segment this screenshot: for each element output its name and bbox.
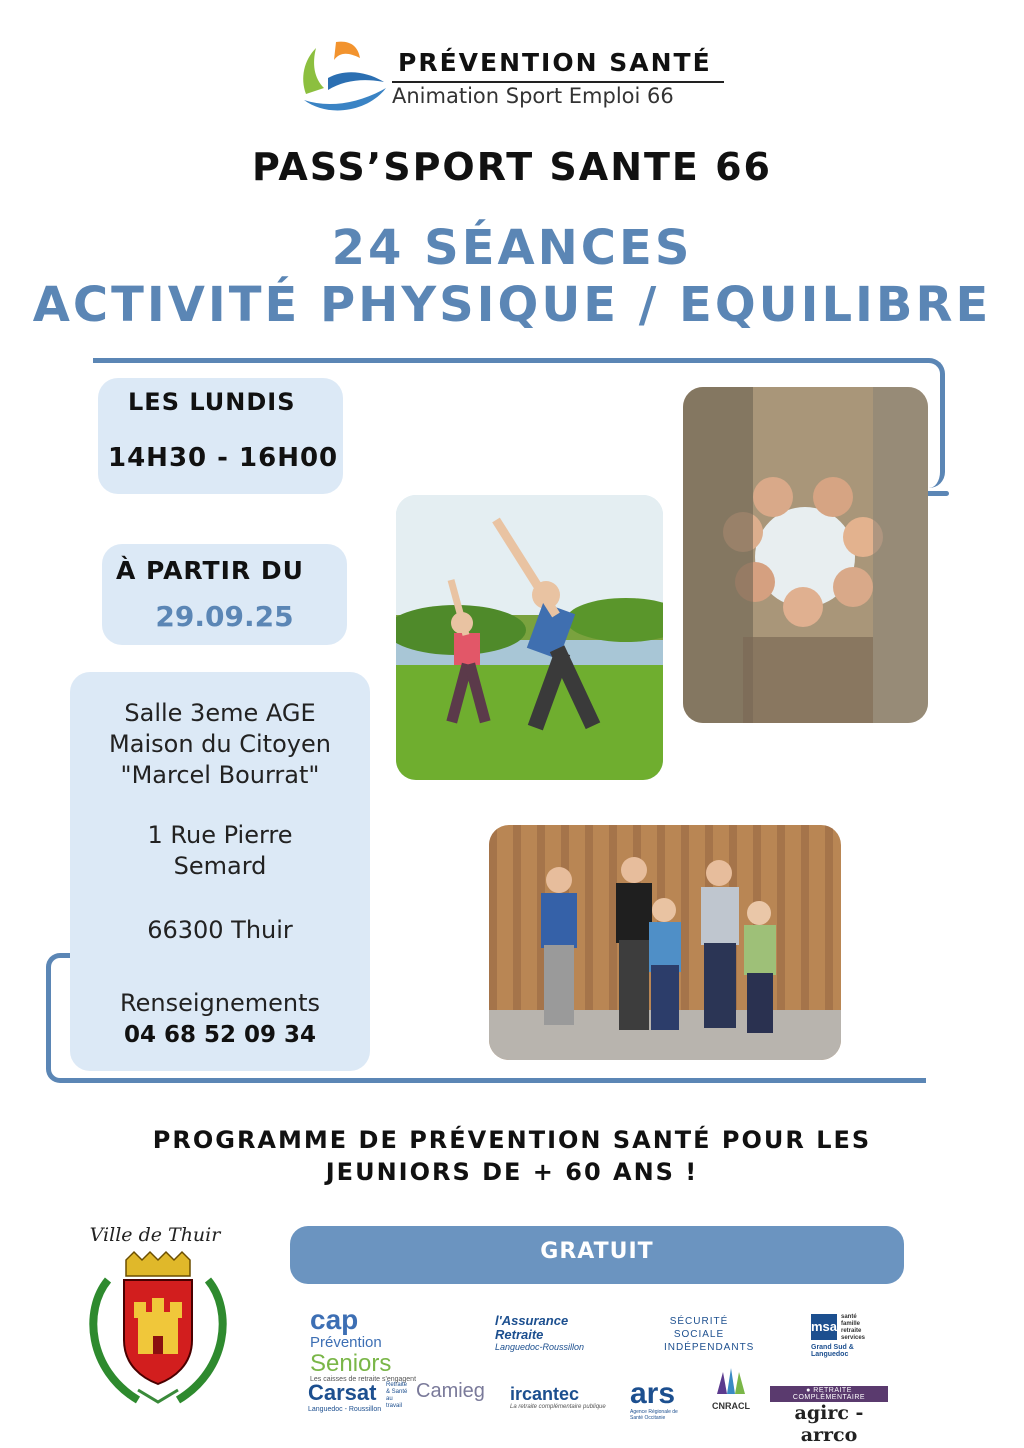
carsat-region: Languedoc - Roussillon: [308, 1406, 382, 1413]
ircantec-tagline: La retraite complémentaire publique: [510, 1404, 606, 1410]
carsat-logo: [308, 1380, 408, 1413]
msa-region: Grand Sud & Languedoc: [811, 1344, 854, 1358]
info-label: Renseignements: [120, 989, 320, 1017]
program-line-2: JEUNIORS DE + 60 ANS !: [325, 1158, 699, 1186]
schedule-day-box: [98, 378, 343, 494]
camieg-logo: Camieg: [416, 1380, 485, 1402]
assurance-retraite-logo: [495, 1314, 610, 1352]
street-line-1: 1 Rue Pierre: [147, 821, 293, 849]
msa-line-4: services: [841, 1335, 866, 1341]
venue-line-3: "Marcel Bourrat": [120, 761, 320, 789]
assurance-retraite-region: Languedoc-Roussillon: [495, 1342, 585, 1352]
secu-line-1: SÉCURITÉ: [669, 1316, 729, 1327]
msa-mark: msa: [811, 1314, 837, 1340]
sessions-heading: 24 SÉANCES: [331, 220, 693, 276]
cnracl-logo: [706, 1366, 756, 1411]
photo-seniors-stretching: [396, 495, 663, 780]
street-line-2: Semard: [173, 852, 267, 880]
photo-seniors-circle: [683, 387, 928, 723]
cap-logo-tagline: Les caisses de retraite s'engagent: [310, 1376, 417, 1383]
msa-line-1: santé: [841, 1314, 857, 1320]
ircantec-name: ircantec: [510, 1384, 580, 1404]
start-date: 29.09.25: [155, 600, 294, 633]
cap-logo-seniors: Seniors: [310, 1350, 392, 1377]
cap-prevention-seniors-logo: [310, 1304, 432, 1383]
logo-title: PRÉVENTION SANTÉ: [398, 48, 712, 77]
thuir-coat-of-arms-icon: [78, 1250, 238, 1410]
ars-subtitle: Agence Régionale de Santé Occitanie: [630, 1409, 678, 1421]
start-date-box: [102, 544, 347, 645]
cnracl-figures-icon: [711, 1366, 751, 1396]
msa-line-2: famille: [841, 1321, 861, 1327]
secu-line-2: SOCIALE: [673, 1329, 725, 1340]
free-badge: GRATUIT: [290, 1226, 904, 1284]
securite-sociale-logo: [664, 1315, 755, 1354]
agirc-tagline: ● RETRAITE COMPLÉMENTAIRE: [770, 1386, 888, 1402]
program-title: PASS’SPORT SANTE 66: [251, 145, 773, 189]
logo-divider: [392, 81, 724, 83]
carsat-side-2: & Santé: [386, 1389, 408, 1395]
phone-number: 04 68 52 09 34: [123, 1022, 317, 1048]
ars-name: ars: [630, 1377, 676, 1410]
schedule-day: LES LUNDIS: [128, 388, 296, 416]
carsat-side-3: au travail: [386, 1396, 403, 1409]
logo-subtitle: Animation Sport Emploi 66: [392, 84, 674, 108]
schedule-hours: 14H30 - 16H00: [108, 443, 339, 473]
carsat-side-1: Retraite: [386, 1382, 408, 1388]
address-box: [70, 672, 370, 1071]
program-description: [0, 1124, 1024, 1188]
cap-logo-cap: cap: [310, 1304, 359, 1335]
street-block: [70, 820, 370, 882]
carsat-name: Carsat: [308, 1380, 377, 1405]
assurance-retraite-name: l'Assurance Retraite: [495, 1313, 569, 1342]
secu-line-3: INDÉPENDANTS: [664, 1342, 755, 1353]
activity-heading: ACTIVITÉ PHYSIQUE / EQUILIBRE: [32, 277, 992, 333]
ars-logo: [630, 1379, 690, 1421]
cap-logo-prevention: Prévention: [310, 1334, 382, 1351]
venue-line-2: Maison du Citoyen: [109, 730, 331, 758]
program-line-1: PROGRAMME DE PRÉVENTION SANTÉ POUR LES: [152, 1126, 872, 1154]
carsat-side: [386, 1382, 408, 1410]
venue-line-1: Salle 3eme AGE: [124, 699, 316, 727]
photo-seniors-exercising: [489, 825, 841, 1060]
prevention-sante-logo-icon: [298, 38, 390, 114]
msa-line-3: retraite: [841, 1328, 862, 1334]
venue-block: [70, 698, 370, 791]
msa-lines: [841, 1314, 865, 1342]
town-name: Ville de Thuir: [89, 1224, 221, 1246]
agirc-name: agirc - arrco: [794, 1402, 864, 1446]
cnracl-name: CNRACL: [712, 1401, 750, 1411]
city-line: 66300 Thuir: [147, 916, 293, 944]
agirc-arrco-logo: [770, 1386, 888, 1446]
ircantec-logo: [510, 1384, 610, 1410]
start-date-label: À PARTIR DU: [116, 556, 304, 585]
